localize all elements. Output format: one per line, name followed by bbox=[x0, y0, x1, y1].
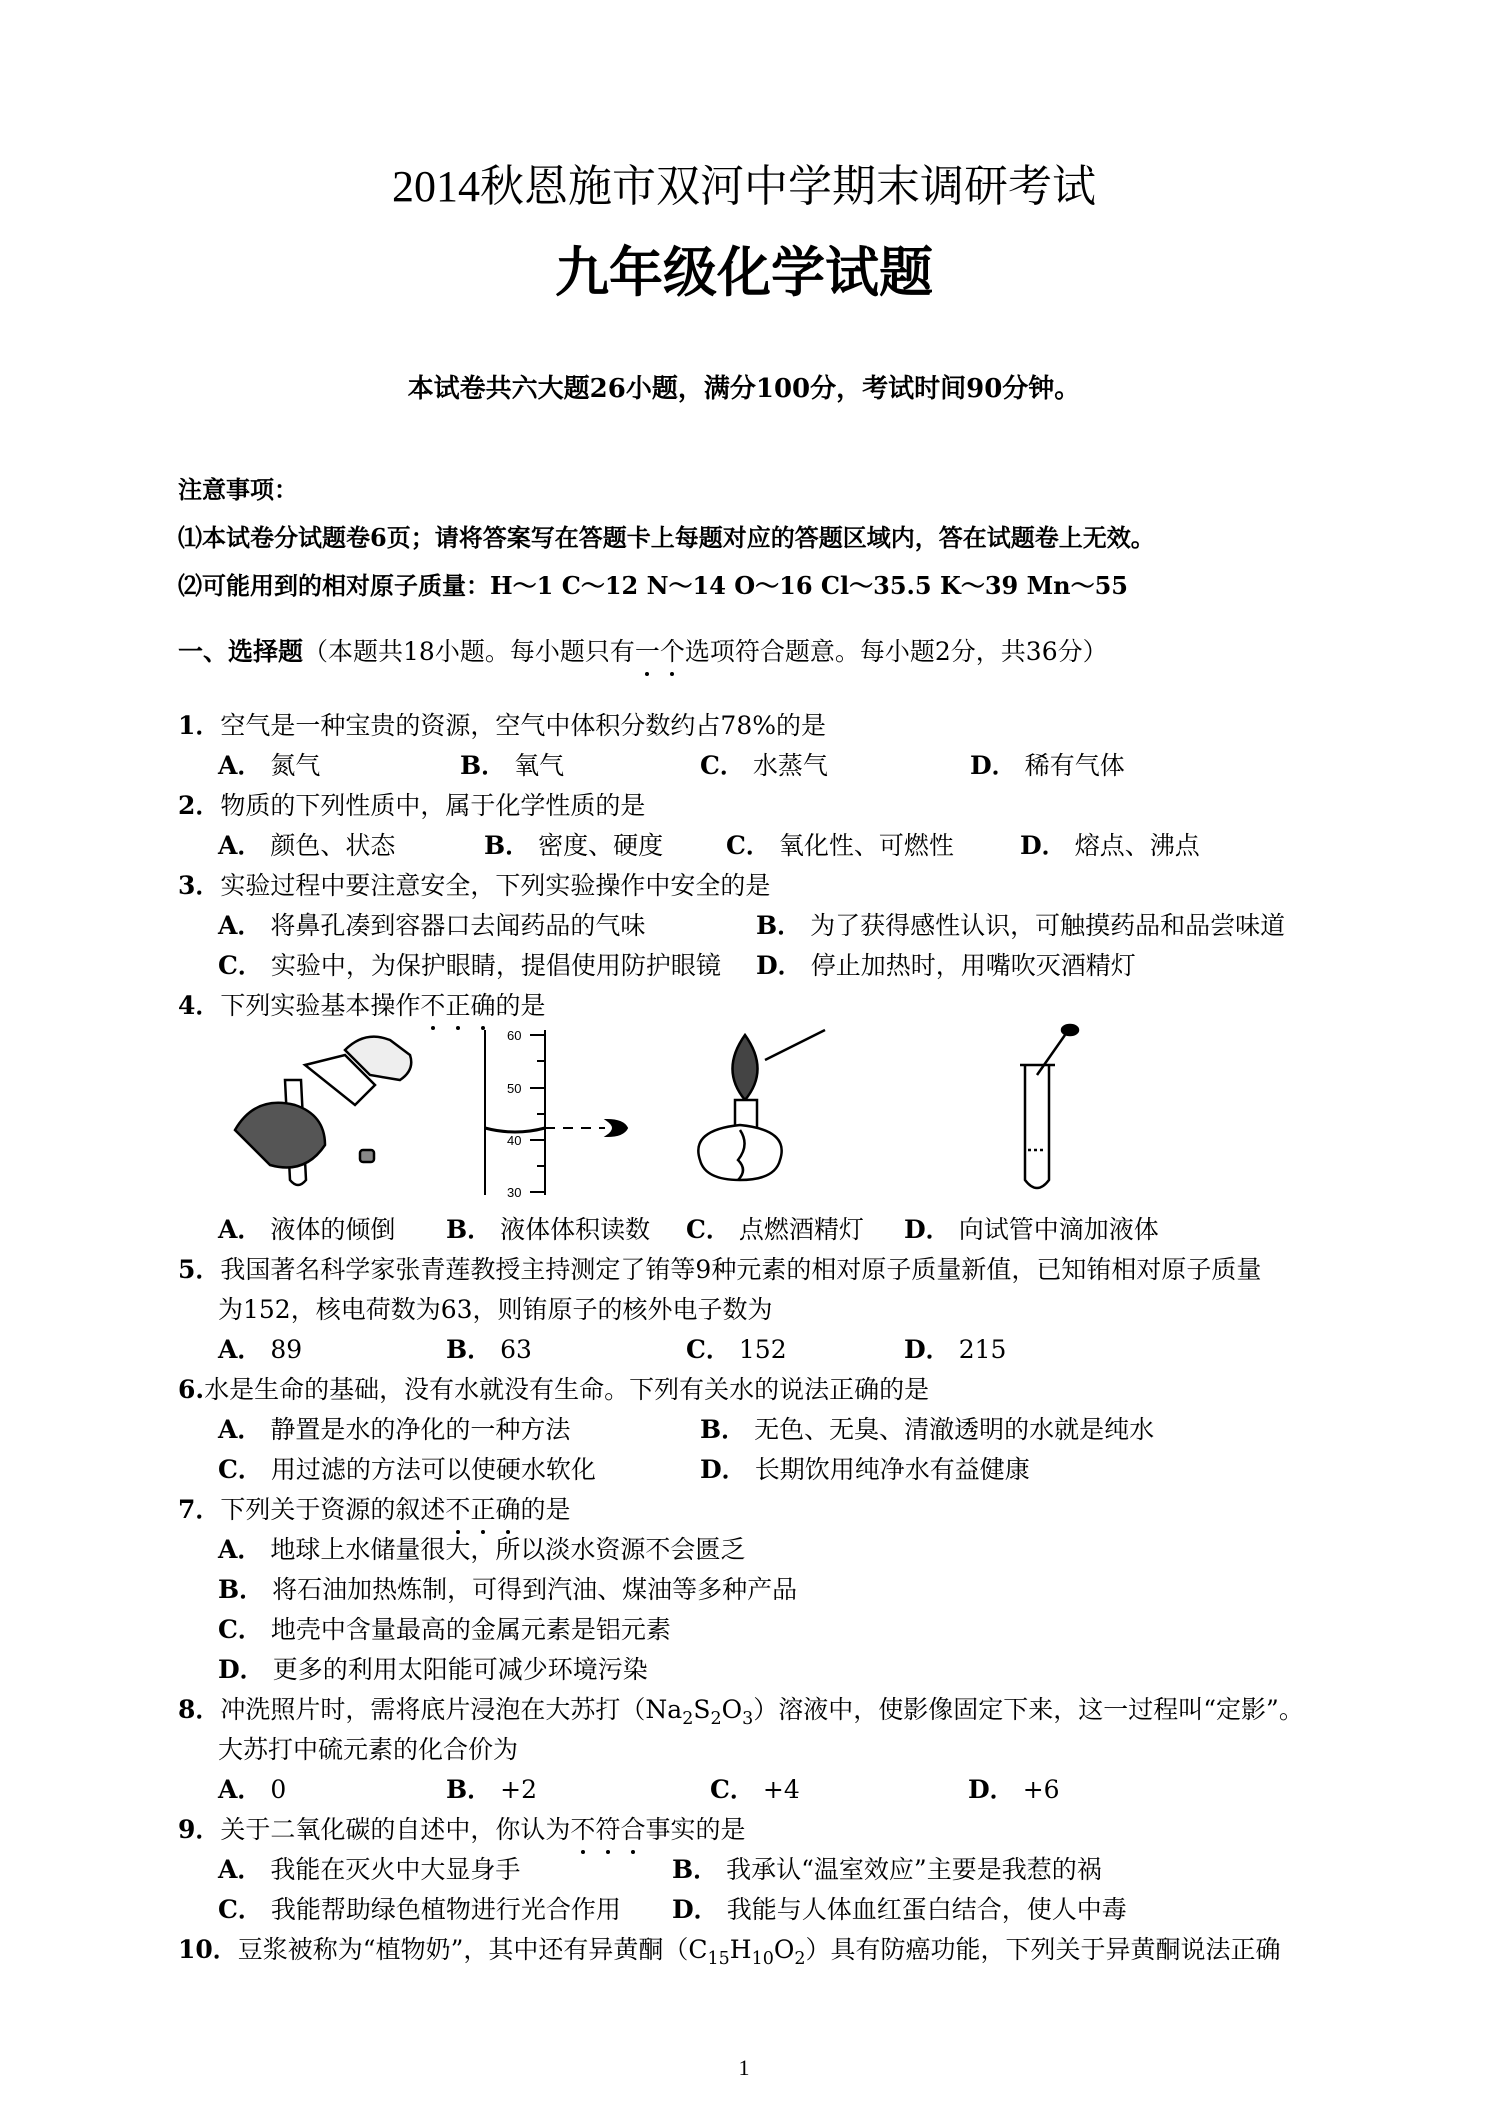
question-4: 4．下列实验基本操作不正确的是 bbox=[178, 986, 545, 1022]
q5-option-a: A． 89 bbox=[218, 1335, 303, 1364]
exam-title: 2014秋恩施市双河中学期末调研考试 bbox=[392, 162, 1096, 211]
question-6: 6.水是生命的基础，没有水就没有生命。下列有关水的说法正确的是 bbox=[178, 1375, 930, 1404]
scale-label-50: 50 bbox=[507, 1081, 522, 1096]
question-9: 9．关于二氧化碳的自述中，你认为不符合事实的是 bbox=[178, 1810, 745, 1846]
q7-option-c: C． 地壳中含量最高的金属元素是铝元素 bbox=[218, 1615, 671, 1644]
question-7: 7．下列关于资源的叙述不正确的是 bbox=[178, 1490, 570, 1526]
q5-option-d: D． 215 bbox=[904, 1335, 1007, 1364]
q2-option-b: B． 密度、硬度 bbox=[484, 831, 664, 860]
question-5: 5．我国著名科学家张青莲教授主持测定了铕等9种元素的相对原子质量新值，已知铕相对原子质量 bbox=[178, 1255, 1262, 1284]
q4-option-a: A． 液体的倾倒 bbox=[218, 1215, 396, 1244]
q9-option-a: A． 我能在灭火中大显身手 bbox=[218, 1855, 521, 1884]
q1-option-a: A． 氮气 bbox=[218, 751, 321, 780]
notes-item-1: ⑴本试卷分试题卷6页；请将答案写在答题卡上每题对应的答题区域内，答在试题卷上无效。 bbox=[178, 523, 1155, 552]
q9-option-d: D． 我能与人体血红蛋白结合，使人中毒 bbox=[672, 1895, 1127, 1924]
q9-emphasis: 不符合 bbox=[570, 1815, 645, 1844]
q4-option-d: D． 向试管中滴加液体 bbox=[904, 1215, 1159, 1244]
scale-label-40: 40 bbox=[507, 1133, 522, 1148]
q6-option-d: D． 长期饮用纯净水有益健康 bbox=[700, 1455, 1030, 1484]
question-8-line-2: 大苏打中硫元素的化合价为 bbox=[218, 1735, 519, 1764]
exam-subtitle: 九年级化学试题 bbox=[555, 241, 933, 304]
q2-option-a: A． 颜色、状态 bbox=[218, 831, 396, 860]
q9-option-b: B． 我承认“温室效应”主要是我惹的祸 bbox=[672, 1855, 1102, 1884]
scale-label-30: 30 bbox=[507, 1185, 522, 1200]
q2-option-c: C． 氧化性、可燃性 bbox=[726, 831, 954, 860]
q3-option-c: C． 实验中，为保护眼睛，提倡使用防护眼镜 bbox=[218, 951, 721, 980]
exam-info: 本试卷共六大题26小题，满分100分，考试时间90分钟。 bbox=[407, 374, 1081, 404]
question-5-line-2: 为152，核电荷数为63，则铕原子的核外电子数为 bbox=[218, 1295, 773, 1324]
q5-option-b: B． 63 bbox=[446, 1335, 532, 1364]
q6-option-b: B． 无色、无臭、清澈透明的水就是纯水 bbox=[700, 1415, 1155, 1444]
question-3: 3．实验过程中要注意安全，下列实验操作中安全的是 bbox=[178, 871, 771, 900]
question-1 bbox=[178, 706, 826, 742]
section-1-title: 一、选择题 bbox=[178, 637, 304, 666]
q7-emphasis: 不正确 bbox=[445, 1495, 520, 1524]
q7-option-b: B． 将石油加热炼制，可得到汽油、煤油等多种产品 bbox=[218, 1575, 798, 1604]
question-2: 2．物质的下列性质中，属于化学性质的是 bbox=[178, 791, 646, 820]
alcohol-lamp-figure bbox=[698, 1030, 825, 1180]
q1-option-d: D． 稀有气体 bbox=[970, 751, 1125, 780]
q7-option-d: D． 更多的利用太阳能可减少环境污染 bbox=[218, 1655, 648, 1684]
q9-option-c: C． 我能帮助绿色植物进行光合作用 bbox=[218, 1895, 621, 1924]
lab-figures bbox=[225, 1020, 1355, 1200]
q1-option-c: C． 水蒸气 bbox=[700, 751, 828, 780]
q7-option-a: A． 地球上水储量很大，所以淡水资源不会匮乏 bbox=[218, 1535, 746, 1564]
q5-option-c: C． 152 bbox=[686, 1335, 787, 1364]
q4-option-b: B． 液体体积读数 bbox=[446, 1215, 651, 1244]
q3-option-a: A． 将鼻孔凑到容器口去闻药品的气味 bbox=[218, 911, 646, 940]
q8-option-c: C． +4 bbox=[710, 1775, 800, 1804]
q8-option-d: D． +6 bbox=[968, 1775, 1060, 1804]
notes-item-2: ⑵可能用到的相对原子质量：H～1 C～12 N～14 O～16 Cl～35.5 K～39 Mn～55 bbox=[178, 571, 1128, 600]
graduated-cylinder-figure bbox=[485, 1030, 627, 1195]
section-1-desc-emph: 一个 bbox=[635, 637, 685, 666]
q8-option-a: A． 0 bbox=[218, 1775, 287, 1804]
q1-option-b: B． 氧气 bbox=[460, 751, 565, 780]
question-text: 空气是一种宝贵的资源，空气中体积分数约占78%的是 bbox=[220, 711, 826, 740]
section-1-desc-post: 选项符合题意。每小题2分，共36分） bbox=[684, 637, 1108, 666]
q6-option-c: C． 用过滤的方法可以使硬水软化 bbox=[218, 1455, 596, 1484]
test-tube-dropper-figure bbox=[1020, 1025, 1078, 1188]
q2-option-d: D． 熔点、沸点 bbox=[1020, 831, 1200, 860]
notes-heading: 注意事项： bbox=[178, 475, 298, 504]
q8-option-b: B． +2 bbox=[446, 1775, 537, 1804]
q4-emphasis: 不正确 bbox=[420, 991, 495, 1020]
q3-option-b: B． 为了获得感性认识，可触摸药品和品尝味道 bbox=[756, 911, 1286, 940]
question-number: 1． bbox=[178, 711, 221, 740]
question-8: 8．冲洗照片时，需将底片浸泡在大苏打$(Na_2S_2O_3)$溶液中，使影像固定下来，这一过程叫“定影”。 bbox=[178, 1695, 1304, 1729]
scale-label-60: 60 bbox=[507, 1028, 522, 1043]
question-10: 10．豆浆被称为“植物奶”，其中还有异黄酮$(C_{15}H_{10}O_2)$具有防癌功能，下列关于异黄酮说法正确 bbox=[178, 1935, 1281, 1969]
q4-option-c: C． 点燃酒精灯 bbox=[686, 1215, 864, 1244]
section-1-heading bbox=[178, 632, 1108, 668]
pouring-liquid-figure bbox=[235, 1037, 411, 1185]
q6-option-a: A． 静置是水的净化的一种方法 bbox=[218, 1415, 571, 1444]
q3-option-d: D． 停止加热时，用嘴吹灭酒精灯 bbox=[756, 951, 1136, 980]
section-1-desc-pre: （本题共18小题。每小题只有 bbox=[303, 637, 635, 666]
page-number: 1 bbox=[738, 2055, 750, 2080]
